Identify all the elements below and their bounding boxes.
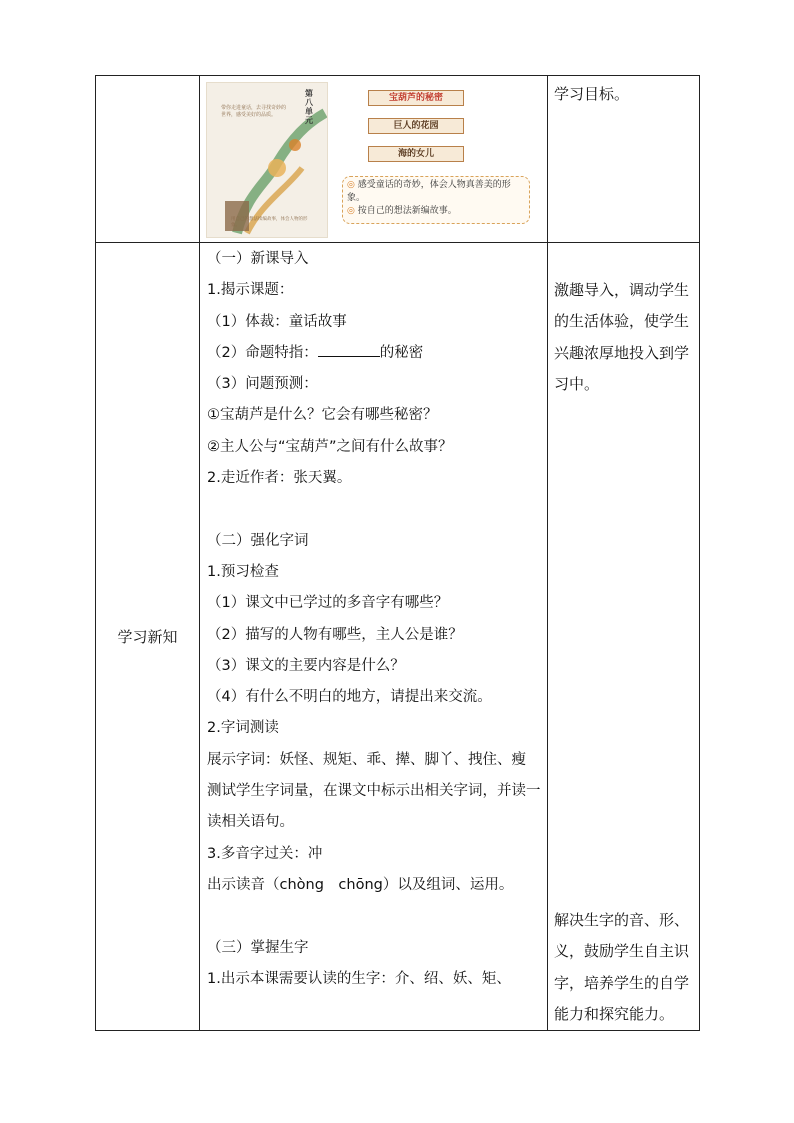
content-line: 测试学生字词量，在课文中标示出相关字词，并读一读相关语句。 bbox=[207, 783, 541, 831]
unit-quote: 带你走进童话，去寻找奇妙的世界，感受美好的品质。 bbox=[221, 105, 287, 118]
design-note-1: 激趣导入，调动学生的生活体验，使学生兴趣浓厚地投入到学习中。 bbox=[554, 281, 690, 393]
content-line: （2）描写的人物有哪些，主人公是谁？ bbox=[207, 626, 463, 643]
content-line-with-blank: （2）命题特指： 的秘密 bbox=[207, 338, 541, 369]
content-line: （3）课文的主要内容是什么？ bbox=[207, 657, 405, 674]
content-line bbox=[207, 494, 541, 525]
content-line: 1.揭示课题： bbox=[207, 282, 294, 299]
content-line: （二）强化字词 bbox=[207, 532, 309, 549]
content-line: 出示读音（chòng chōng）以及组词、运用。 bbox=[207, 876, 514, 893]
unit-goals-box bbox=[342, 176, 530, 224]
unit-note: 用自己的想法续编故事，体会人物的形象。 bbox=[231, 217, 308, 228]
content-line bbox=[207, 901, 541, 932]
design-intent-cell bbox=[548, 243, 700, 1031]
unit-label: 第八单元 bbox=[305, 89, 313, 125]
content-line: ①宝葫芦是什么？它会有哪些秘密？ bbox=[207, 407, 438, 424]
content-line: （一）新课导入 bbox=[207, 251, 309, 267]
row1-right-cell bbox=[548, 76, 700, 243]
content-line: （3）问题预测： bbox=[207, 376, 318, 393]
lesson-content-cell bbox=[200, 243, 548, 1031]
design-note-2: 解决生字的音、形、义，鼓励学生自主识字，培养学生的自学能力和探究能力。 bbox=[554, 911, 690, 1024]
content-line: （三）掌握生字 bbox=[207, 939, 309, 956]
bullet-icon: ◎ bbox=[347, 206, 358, 216]
unit-goal-1: ◎ 感受童话的奇妙，体会人物真善美的形象。 bbox=[347, 180, 511, 203]
lesson-tag-3: 海的女儿 bbox=[368, 146, 464, 162]
lesson-table bbox=[95, 75, 700, 1031]
fill-in-blank bbox=[318, 342, 380, 357]
content-line: 1.预习检查 bbox=[207, 563, 279, 580]
unit-goal-2: ◎ 按自己的想法新编故事。 bbox=[347, 206, 457, 216]
row1-left-cell bbox=[96, 76, 200, 243]
section-label: 学习新知 bbox=[117, 628, 178, 647]
content-line: 3.多音字过关：冲 bbox=[207, 845, 323, 862]
lesson-tag-1: 宝葫芦的秘密 bbox=[368, 90, 464, 106]
content-line: 展示字词：妖怪、规矩、乖、撵、脚丫、拽住、瘦 bbox=[207, 751, 526, 768]
content-line: 1.出示本课需要认读的生字：介、绍、妖、矩、 bbox=[207, 970, 511, 987]
lesson-tag-2: 巨人的花园 bbox=[368, 118, 464, 134]
content-line: （1）体裁：童话故事 bbox=[207, 313, 347, 330]
content-line: （4）有什么不明白的地方，请提出来交流。 bbox=[207, 689, 492, 706]
learning-goal-note: 学习目标。 bbox=[554, 85, 630, 103]
content-line: 2.字词测读 bbox=[207, 720, 279, 737]
content-line: （1）课文中已学过的多音字有哪些？ bbox=[207, 595, 449, 612]
unit-illustration bbox=[206, 80, 541, 240]
table-row bbox=[96, 243, 700, 1031]
content-line: ②主人公与“宝葫芦”之间有什么故事？ bbox=[207, 438, 453, 455]
table-row bbox=[96, 76, 700, 243]
section-label-cell bbox=[96, 243, 200, 1031]
content-line: 2.走近作者：张天翼。 bbox=[207, 470, 352, 487]
unit-cover-image bbox=[206, 82, 328, 238]
bullet-icon: ◎ bbox=[347, 180, 358, 190]
row1-illustration-cell bbox=[200, 76, 548, 243]
